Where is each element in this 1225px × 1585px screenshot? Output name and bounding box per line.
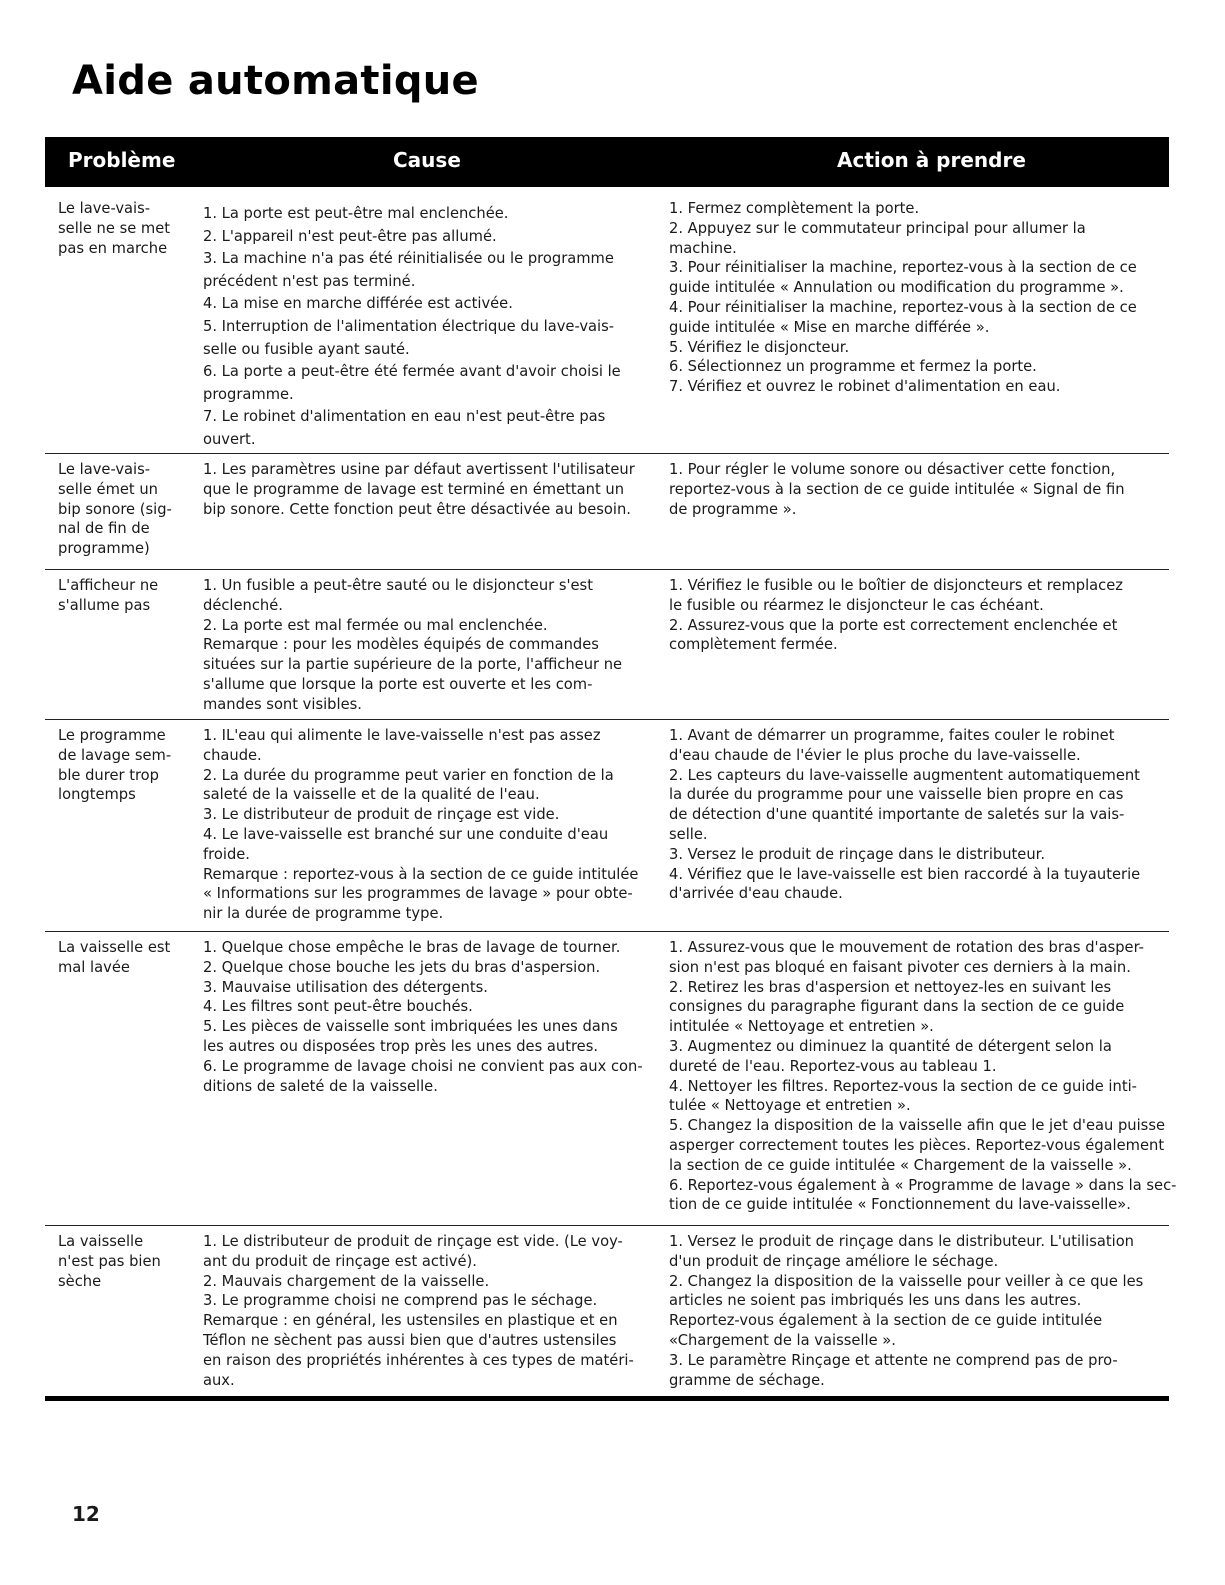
action-line: 6. Sélectionnez un programme et fermez la porte.	[669, 358, 1037, 376]
cause-line: 1. Quelque chose empêche le bras de lavage de tourner.	[203, 939, 621, 956]
action-line: consignes du paragraphe figurant dans la section de ce guide	[669, 998, 1125, 1016]
action-line: sion n'est pas bloqué en faisant pivoter ces derniers à la main.	[669, 958, 1131, 976]
table-row	[45, 570, 1169, 720]
action-line: 1. Vérifiez le fusible ou le boîtier de disjoncteurs et remplacez	[669, 577, 1123, 594]
cause-line: 1. La porte est peut-être mal enclenchée.	[203, 205, 509, 222]
problem-line: Le lave-vais-	[58, 461, 151, 478]
action-line: asperger correctement toutes les pièces. Reportez-vous également	[669, 1136, 1165, 1154]
cause-line: en raison des propriétés inhérentes à ces types de matéri-	[203, 1351, 634, 1369]
problem-line: selle émet un	[58, 480, 158, 498]
problem-line: de lavage sem-	[58, 746, 172, 764]
action-line: guide intitulée « Annulation ou modification du programme ».	[669, 279, 1124, 297]
action-line: intitulée « Nettoyage et entretien ».	[669, 1018, 934, 1036]
table-body	[45, 187, 1177, 1401]
action-line: gramme de séchage.	[669, 1371, 825, 1389]
cause-cell	[203, 938, 663, 1225]
action-line: 1. Versez le produit de rinçage dans le distributeur. L'utilisation	[669, 1233, 1134, 1250]
action-line: d'arrivée d'eau chaude.	[669, 885, 843, 903]
table-row	[45, 187, 1169, 454]
action-line: 6. Reportez-vous également à « Programme de lavage » dans la sec-	[669, 1176, 1177, 1194]
cause-line: 1. Le distributeur de produit de rinçage est vide. (Le voy-	[203, 1233, 623, 1250]
action-line: 4. Nettoyer les filtres. Reportez-vous la section de ce guide inti-	[669, 1077, 1137, 1095]
table-row	[45, 720, 1169, 932]
cause-cell	[203, 1232, 663, 1396]
action-cell	[663, 199, 1159, 453]
cause-line: 3. Le distributeur de produit de rinçage est vide.	[203, 806, 560, 824]
cause-line: précédent n'est pas terminé.	[203, 272, 416, 290]
problem-line: nal de fin de	[58, 520, 150, 538]
cause-line: 3. Mauvaise utilisation des détergents.	[203, 978, 488, 996]
action-line: la durée du programme pour une vaisselle bien propre en cas	[669, 786, 1124, 804]
action-line: 4. Pour réinitialiser la machine, reportez-vous à la section de ce	[669, 298, 1137, 316]
problem-line: pas en marche	[58, 239, 168, 257]
cause-line: ditions de saleté de la vaisselle.	[203, 1077, 438, 1095]
action-cell	[663, 1232, 1159, 1396]
cause-line: ouvert.	[203, 430, 256, 448]
action-line: la section de ce guide intitulée « Chargement de la vaisselle ».	[669, 1156, 1132, 1174]
action-cell	[663, 726, 1159, 931]
action-line: 1. Fermez complètement la porte.	[669, 200, 920, 217]
cause-line: 1. Les paramètres usine par défaut avertissent l'utilisateur	[203, 461, 635, 478]
cause-line: 2. Mauvais chargement de la vaisselle.	[203, 1272, 490, 1290]
cause-line: chaude.	[203, 746, 262, 764]
table-row	[45, 1226, 1169, 1401]
cause-cell	[203, 460, 663, 569]
table-row	[45, 454, 1169, 570]
action-line: 3. Versez le produit de rinçage dans le distributeur.	[669, 845, 1046, 863]
action-line: 7. Vérifiez et ouvrez le robinet d'alimentation en eau.	[669, 378, 1061, 396]
action-line: guide intitulée « Mise en marche différée ».	[669, 318, 990, 336]
action-line: 1. Avant de démarrer un programme, faites couler le robinet	[669, 727, 1115, 744]
action-cell	[663, 460, 1159, 569]
action-line: 5. Vérifiez le disjoncteur.	[669, 338, 850, 356]
cause-line: que le programme de lavage est terminé en émettant un	[203, 480, 625, 498]
cause-line: programme.	[203, 385, 294, 403]
cause-line: Téflon ne sèchent pas aussi bien que d'autres ustensiles	[203, 1331, 617, 1349]
problem-cell	[45, 199, 203, 453]
problem-line: bip sonore (sig-	[58, 500, 172, 518]
problem-cell	[45, 460, 203, 569]
action-line: le fusible ou réarmez le disjoncteur le cas échéant.	[669, 596, 1044, 614]
cause-line: 4. Le lave-vaisselle est branché sur une conduite d'eau	[203, 825, 609, 843]
cause-line: situées sur la partie supérieure de la porte, l'afficheur ne	[203, 656, 623, 674]
cause-line: saleté de la vaisselle et de la qualité de l'eau.	[203, 786, 540, 804]
action-line: 1. Assurez-vous que le mouvement de rotation des bras d'asper-	[669, 939, 1144, 956]
action-line: Reportez-vous également à la section de ce guide intitulée	[669, 1312, 1103, 1330]
cause-line: 5. Les pièces de vaisselle sont imbriquées les unes dans	[203, 1018, 618, 1036]
action-line: selle.	[669, 825, 708, 843]
cause-line: nir la durée de programme type.	[203, 905, 444, 923]
cause-line: Remarque : pour les modèles équipés de commandes	[203, 636, 599, 654]
page-number: 12	[72, 1502, 100, 1526]
table-header	[45, 137, 1169, 187]
cause-line: 2. Quelque chose bouche les jets du bras d'aspersion.	[203, 958, 601, 976]
cause-line: les autres ou disposées trop près les unes des autres.	[203, 1037, 599, 1055]
cause-line: froide.	[203, 845, 250, 863]
cause-line: s'allume que lorsque la porte est ouverte et les com-	[203, 675, 593, 693]
action-line: 3. Augmentez ou diminuez la quantité de détergent selon la	[669, 1037, 1112, 1055]
cause-line: 6. Le programme de lavage choisi ne convient pas aux con-	[203, 1057, 643, 1075]
action-line: reportez-vous à la section de ce guide intitulée « Signal de fin	[669, 480, 1125, 498]
cause-line: selle ou fusible ayant sauté.	[203, 340, 410, 358]
action-line: articles ne soient pas imbriqués les uns dans les autres.	[669, 1292, 1082, 1310]
problem-line: La vaisselle	[58, 1233, 144, 1250]
problem-line: Le programme	[58, 727, 166, 744]
problem-line: L'afficheur ne	[58, 577, 159, 594]
problem-line: programme)	[58, 540, 150, 558]
problem-line: selle ne se met	[58, 219, 171, 237]
action-cell	[663, 938, 1177, 1225]
cause-line: 3. La machine n'a pas été réinitialisée ou le programme	[203, 250, 614, 268]
action-line: dureté de l'eau. Reportez-vous au tableau 1.	[669, 1057, 997, 1075]
action-cell	[663, 576, 1159, 719]
action-line: 2. Changez la disposition de la vaisselle pour veiller à ce que les	[669, 1272, 1144, 1290]
cause-line: 2. L'appareil n'est peut-être pas allumé.	[203, 227, 497, 245]
action-line: tion de ce guide intitulée « Fonctionnement du lave-vaisselle».	[669, 1196, 1131, 1214]
action-line: 5. Changez la disposition de la vaisselle afin que le jet d'eau puisse	[669, 1117, 1166, 1135]
cause-line: aux.	[203, 1371, 235, 1389]
cause-cell	[203, 576, 663, 719]
action-line: «Chargement de la vaisselle ».	[669, 1331, 896, 1349]
cause-line: 5. Interruption de l'alimentation électrique du lave-vais-	[203, 317, 615, 335]
cause-line: 7. Le robinet d'alimentation en eau n'est peut-être pas	[203, 408, 606, 426]
problem-line: s'allume pas	[58, 596, 151, 614]
cause-line: « Informations sur les programmes de lavage » pour obte-	[203, 885, 633, 903]
problem-line: n'est pas bien	[58, 1252, 161, 1270]
problem-line: ble durer trop	[58, 766, 159, 784]
action-line: d'eau chaude de l'évier le plus proche du lave-vaisselle.	[669, 746, 1081, 764]
action-line: 3. Pour réinitialiser la machine, reportez-vous à la section de ce	[669, 259, 1137, 277]
cause-line: mandes sont visibles.	[203, 695, 362, 713]
cause-line: 6. La porte a peut-être été fermée avant d'avoir choisi le	[203, 363, 621, 381]
cause-line: 2. La porte est mal fermée ou mal enclenchée.	[203, 616, 548, 634]
table-row	[45, 932, 1177, 1226]
problem-cell	[45, 1232, 203, 1396]
problem-line: La vaisselle est	[58, 939, 171, 956]
cause-line: 1. Un fusible a peut-être sauté ou le disjoncteur s'est	[203, 577, 593, 594]
header-action: Action à prendre	[837, 148, 1026, 172]
header-problem: Problème	[68, 148, 176, 172]
problem-line: longtemps	[58, 786, 136, 804]
action-line: de programme ».	[669, 500, 797, 518]
cause-line: bip sonore. Cette fonction peut être désactivée au besoin.	[203, 500, 631, 518]
cause-line: Remarque : reportez-vous à la section de ce guide intitulée	[203, 865, 639, 883]
problem-line: Le lave-vais-	[58, 200, 151, 217]
action-line: 2. Les capteurs du lave-vaisselle augmentent automatiquement	[669, 766, 1140, 784]
cause-cell	[203, 726, 663, 931]
cause-line: 2. La durée du programme peut varier en fonction de la	[203, 766, 614, 784]
action-line: 3. Le paramètre Rinçage et attente ne comprend pas de pro-	[669, 1351, 1118, 1369]
action-line: 2. Retirez les bras d'aspersion et nettoyez-les en suivant les	[669, 978, 1112, 996]
cause-line: 3. Le programme choisi ne comprend pas le séchage.	[203, 1292, 598, 1310]
cause-line: Remarque : en général, les ustensiles en plastique et en	[203, 1312, 618, 1330]
action-line: 2. Appuyez sur le commutateur principal pour allumer la	[669, 219, 1086, 237]
header-cause: Cause	[393, 148, 461, 172]
action-line: 2. Assurez-vous que la porte est correctement enclenchée et	[669, 616, 1118, 634]
troubleshooting-table	[45, 137, 1177, 1401]
problem-cell	[45, 576, 203, 719]
problem-cell	[45, 938, 203, 1225]
action-line: de détection d'une quantité importante de saletés sur la vais-	[669, 806, 1125, 824]
cause-line: 4. La mise en marche différée est activée.	[203, 295, 513, 313]
cause-line: 1. IL'eau qui alimente le lave-vaisselle n'est pas assez	[203, 727, 601, 744]
action-line: 4. Vérifiez que le lave-vaisselle est bien raccordé à la tuyauterie	[669, 865, 1141, 883]
problem-cell	[45, 726, 203, 931]
cause-line: ant du produit de rinçage est activé).	[203, 1252, 477, 1270]
page-title: Aide automatique	[72, 58, 479, 104]
action-line: machine.	[669, 239, 737, 257]
action-line: tulée « Nettoyage et entretien ».	[669, 1097, 911, 1115]
action-line: d'un produit de rinçage améliore le séchage.	[669, 1252, 999, 1270]
cause-line: déclenché.	[203, 596, 283, 614]
cause-cell	[203, 199, 663, 453]
problem-line: mal lavée	[58, 958, 130, 976]
problem-line: sèche	[58, 1272, 102, 1290]
action-line: 1. Pour régler le volume sonore ou désactiver cette fonction,	[669, 461, 1116, 478]
action-line: complètement fermée.	[669, 636, 838, 654]
cause-line: 4. Les filtres sont peut-être bouchés.	[203, 998, 473, 1016]
